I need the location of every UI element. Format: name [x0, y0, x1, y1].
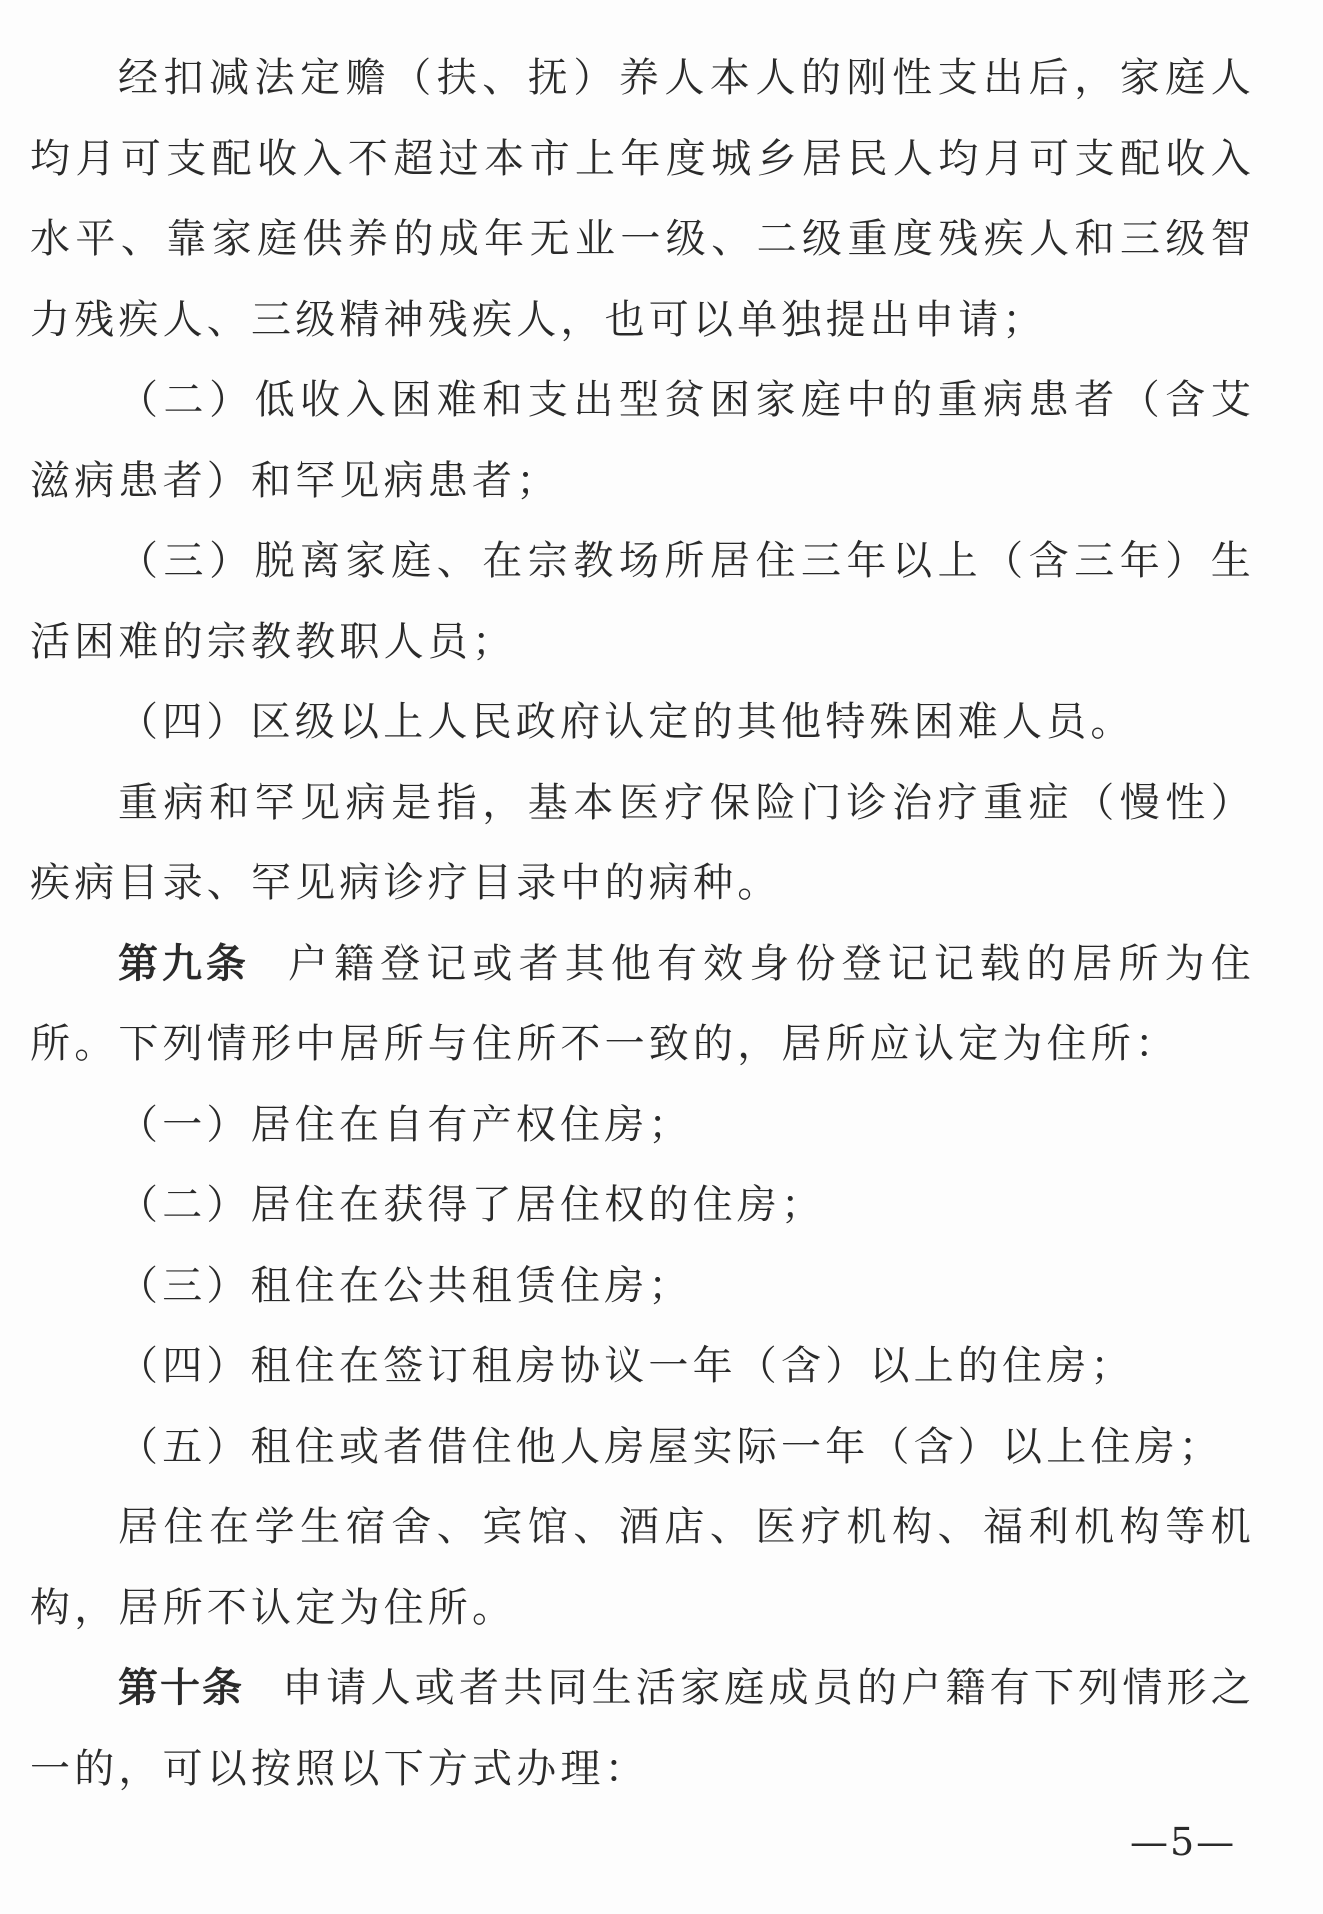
paragraph-11: （五）租住或者借住他人房屋实际一年（含）以上住房； — [118, 1423, 1223, 1470]
paragraph-10: （四）租住在签订租房协议一年（含）以上的住房； — [118, 1343, 1135, 1389]
article-10-paragraph: 第十条 申请人或者共同生活家庭成员的户籍有下列情形之一的，可以按照以下方式办理： — [30, 1665, 1255, 1792]
paragraph-4: （四）区级以上人民政府认定的其他特殊困难人员。 — [118, 699, 1135, 745]
article-10-title: 第十条 — [118, 1665, 245, 1711]
paragraph-3: （三）脱离家庭、在宗教场所居住三年以上（含三年）生活困难的宗教教职人员； — [30, 538, 1255, 665]
page-number: —5— — [1130, 1820, 1237, 1864]
paragraph-7: （一）居住在自有产权住房； — [118, 1101, 693, 1148]
paragraph-12: 居住在学生宿舍、宾馆、酒店、医疗机构、福利机构等机构，居所不认定为住所。 — [30, 1504, 1255, 1631]
paragraph-5: 重病和罕见病是指，基本医疗保险门诊治疗重症（慢性）疾病目录、罕见病诊疗目录中的病种。 — [30, 779, 1255, 906]
paragraph-2: （二）低收入困难和支出型贫困家庭中的重病患者（含艾滋病患者）和罕见病患者； — [30, 377, 1255, 504]
paragraph-1: 经扣减法定赡（扶、抚）养人本人的刚性支出后，家庭人均月可支配收入不超过本市上年度城乡居民人均月可支配收入水平、靠家庭供养的成年无业一级、二级重度残疾人和三级智力残疾人、三级精神残疾人，也可以单独提出申请； — [30, 55, 1255, 343]
document-body — [30, 38, 1255, 1809]
article-9-title: 第九条 — [118, 940, 250, 987]
article-9-paragraph: 第九条 户籍登记或者其他有效身份登记记载的居所为住所。下列情形中居所与住所不一致的，居所应认定为住所： — [30, 940, 1255, 1067]
paragraph-8: （二）居住在获得了居住权的住房； — [118, 1182, 826, 1228]
paragraph-9: （三）租住在公共租赁住房； — [118, 1262, 693, 1309]
